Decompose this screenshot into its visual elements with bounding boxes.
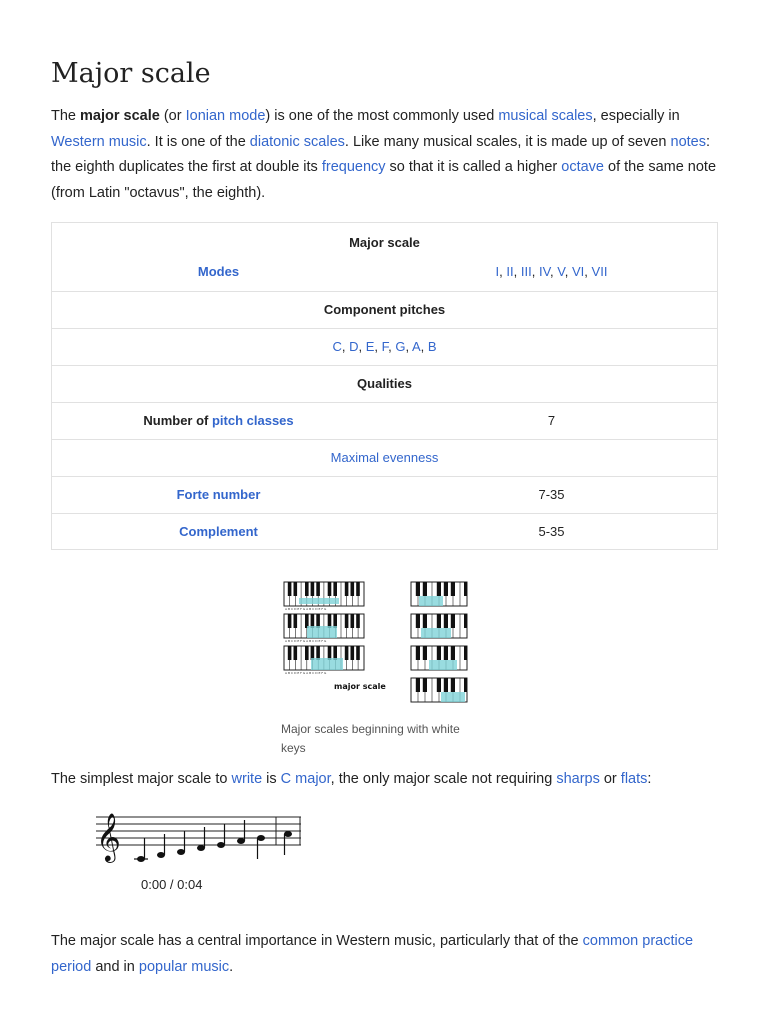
music-staff[interactable] <box>96 805 306 870</box>
text: so that it is called a higher <box>385 159 562 175</box>
pitches-list: C, D, E, F, G, A, B <box>332 339 437 354</box>
link-common-practice-period[interactable]: common practice period <box>51 933 694 975</box>
mode-link[interactable]: IV <box>538 264 551 279</box>
link-frequency[interactable]: frequency <box>321 159 386 175</box>
complement-row <box>52 513 717 550</box>
mode-link[interactable]: III <box>520 264 532 279</box>
link-musical-scales[interactable]: musical scales <box>498 108 593 124</box>
mode-link[interactable]: VI <box>572 264 585 279</box>
keyboards-image <box>281 576 481 716</box>
forte-number-value: 7-35 <box>538 487 565 502</box>
text: is <box>262 771 281 787</box>
forte-number-link[interactable]: Forte number <box>176 487 261 502</box>
page-title: Major scale <box>51 58 211 89</box>
infobox <box>51 222 718 550</box>
pitch-link[interactable]: C <box>332 339 342 354</box>
text: : the eighth duplicates the first at double its <box>51 133 711 175</box>
link-octave[interactable]: octave <box>561 159 604 175</box>
component-heading-row <box>52 291 717 329</box>
link-popular-music[interactable]: popular music <box>138 958 230 975</box>
text: , the only major scale not requiring <box>330 771 557 787</box>
text: . <box>229 958 234 975</box>
scales-figure[interactable] <box>281 576 481 736</box>
pitch-link[interactable]: A <box>411 339 421 354</box>
maximal-evenness-text[interactable]: Maximal evenness <box>330 450 439 465</box>
bold-term: major scale <box>80 108 160 124</box>
pitch-classes-value: 7 <box>547 413 556 428</box>
link-sharps[interactable]: sharps <box>556 771 600 787</box>
infobox-header-row <box>52 223 717 291</box>
link-c-major[interactable]: C major <box>280 771 331 787</box>
text: The simplest major scale to <box>51 771 232 787</box>
text: ) is one of the most commonly used <box>265 108 499 124</box>
maximal-row <box>52 439 717 477</box>
pitch-classes-row <box>52 402 717 440</box>
mode-link[interactable]: V <box>557 264 565 279</box>
text: , especially in <box>592 108 680 124</box>
intro-paragraph <box>51 104 718 206</box>
c-major-scale-notation <box>96 805 306 865</box>
importance-paragraph <box>51 929 718 980</box>
link-write[interactable]: write <box>231 771 263 787</box>
text: : <box>647 771 652 787</box>
pitch-link[interactable]: G <box>395 339 406 354</box>
link-diatonic-scales[interactable]: diatonic scales <box>249 133 345 150</box>
link-western-music[interactable]: Western music <box>51 133 147 150</box>
text: The <box>51 108 81 124</box>
modes-label-link[interactable]: Modes <box>197 264 240 279</box>
forte-row <box>52 476 717 514</box>
complement-link[interactable]: Complement <box>179 524 258 539</box>
mode-link[interactable]: II <box>506 264 514 279</box>
pitch-link[interactable]: E <box>365 339 375 354</box>
treble-clef-icon: 𝄞 <box>96 812 121 861</box>
qualities-heading: Qualities <box>357 376 412 391</box>
text: or <box>599 771 621 787</box>
pitches-row <box>52 328 717 366</box>
text: (or <box>159 108 186 124</box>
pitch-link[interactable]: F <box>381 339 389 354</box>
component-pitches-heading: Component pitches <box>323 302 446 317</box>
link-ionian-mode[interactable]: Ionian mode <box>185 108 266 124</box>
pitch-classes-link[interactable]: pitch classes <box>211 413 294 428</box>
text: Number of <box>143 413 212 428</box>
svg-text:A B C D E F G A B C D E F G: A B C D E F G A B C D E F G <box>285 607 327 611</box>
pitch-classes-label <box>52 413 385 428</box>
maximal-evenness-link[interactable] <box>52 450 717 465</box>
mode-link[interactable]: I <box>495 264 500 279</box>
mode-link[interactable]: VII <box>591 264 608 279</box>
complement-value: 5-35 <box>538 524 565 539</box>
text: . Like many musical scales, it is made up of seven <box>344 133 671 150</box>
text: of the same note (from Latin "octavus", the eighth). <box>51 159 717 201</box>
c-major-paragraph <box>51 767 718 793</box>
modes-list: I, II, III, IV, V, VI, VII <box>495 264 608 279</box>
link-flats[interactable]: flats <box>620 771 648 787</box>
link-notes[interactable]: notes <box>670 133 706 150</box>
text: and in <box>91 958 139 975</box>
text: . It is one of the <box>146 133 250 150</box>
figure-caption: Major scales beginning with white keys <box>281 722 460 755</box>
pitch-link[interactable]: B <box>427 339 437 354</box>
figure-label: major scale <box>334 682 386 691</box>
svg-text:A B C D E F G A B C D E F G: A B C D E F G A B C D E F G <box>285 639 327 643</box>
infobox-heading: Major scale <box>349 235 420 250</box>
text: The major scale has a central importance in Western music, particularly that of the <box>51 933 583 949</box>
svg-text:A B C D E F G A B C D E F G: A B C D E F G A B C D E F G <box>285 671 327 675</box>
qualities-heading-row <box>52 365 717 403</box>
pitch-link[interactable]: D <box>349 339 359 354</box>
audio-time: 0:00 / 0:04 <box>141 877 203 892</box>
